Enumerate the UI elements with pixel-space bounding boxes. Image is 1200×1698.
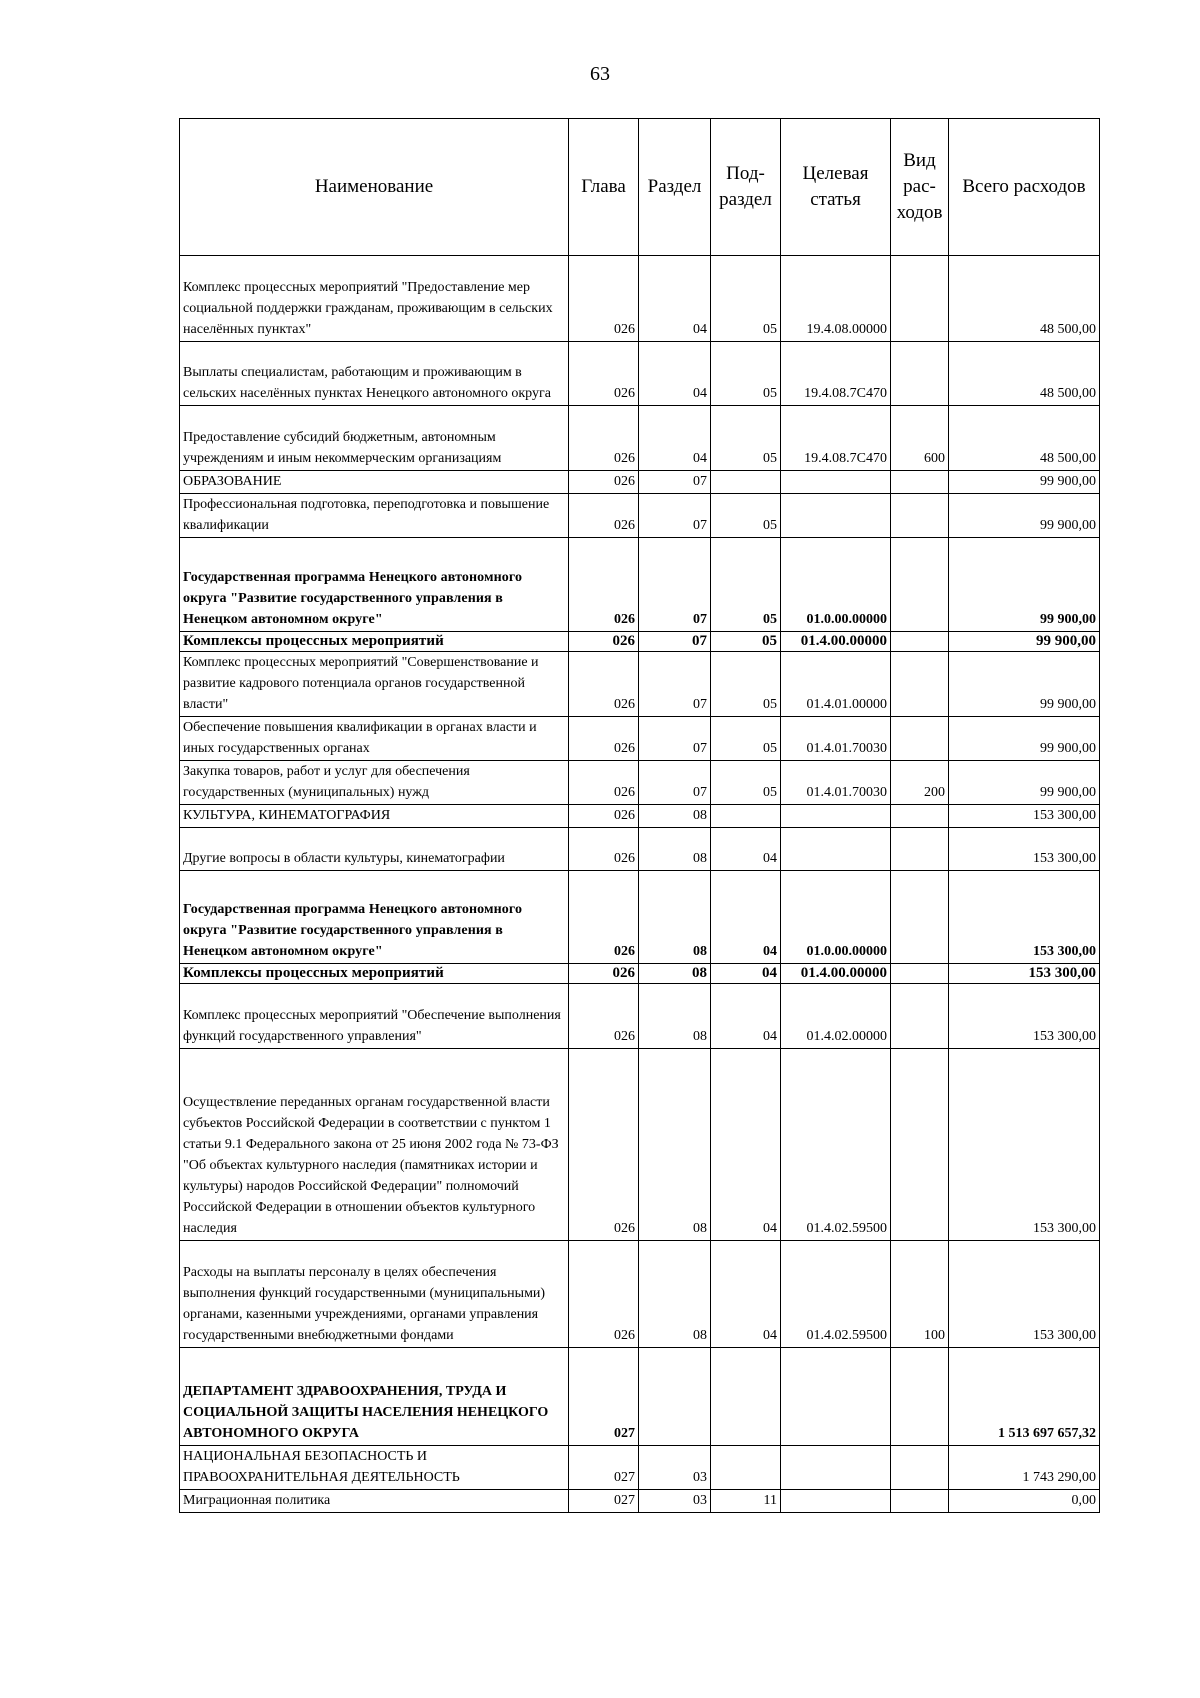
cell-article: 01.0.00.00000 bbox=[781, 871, 891, 964]
cell-subsection: 05 bbox=[711, 632, 781, 652]
table-row bbox=[180, 828, 1100, 871]
cell-total: 153 300,00 bbox=[949, 805, 1100, 828]
page-number: 63 bbox=[590, 63, 610, 85]
table-row bbox=[180, 1049, 1100, 1241]
table-row bbox=[180, 761, 1100, 805]
cell-article bbox=[781, 471, 891, 494]
cell-article bbox=[781, 828, 891, 871]
cell-article: 01.4.02.59500 bbox=[781, 1049, 891, 1241]
table-row bbox=[180, 717, 1100, 761]
cell-section: 08 bbox=[639, 1241, 711, 1348]
cell-total: 153 300,00 bbox=[949, 1241, 1100, 1348]
cell-chapter: 026 bbox=[569, 717, 639, 761]
cell-name: Комплекс процессных мероприятий "Обеспечение выполнения функций государственного управления" bbox=[180, 984, 569, 1049]
cell-name: ОБРАЗОВАНИЕ bbox=[180, 471, 569, 494]
cell-total: 99 900,00 bbox=[949, 761, 1100, 805]
cell-subsection: 05 bbox=[711, 717, 781, 761]
cell-name: КУЛЬТУРА, КИНЕМАТОГРАФИЯ bbox=[180, 805, 569, 828]
cell-section: 08 bbox=[639, 964, 711, 984]
header-article: Целевая статья bbox=[781, 119, 891, 256]
cell-chapter: 026 bbox=[569, 471, 639, 494]
cell-total: 99 900,00 bbox=[949, 632, 1100, 652]
cell-chapter: 026 bbox=[569, 828, 639, 871]
cell-name: Предоставление субсидий бюджетным, автономным учреждениям и иным некоммерческим организациям bbox=[180, 406, 569, 471]
cell-chapter: 026 bbox=[569, 1241, 639, 1348]
cell-section: 07 bbox=[639, 471, 711, 494]
cell-name: Комплекс процессных мероприятий "Совершенствование и развитие кадрового потенциала органов государственной власти" bbox=[180, 652, 569, 717]
cell-total: 0,00 bbox=[949, 1490, 1100, 1513]
cell-name: Выплаты специалистам, работающим и проживающим в сельских населённых пунктах Ненецкого автономного округа bbox=[180, 342, 569, 406]
cell-total: 99 900,00 bbox=[949, 471, 1100, 494]
cell-chapter: 026 bbox=[569, 652, 639, 717]
cell-section: 04 bbox=[639, 256, 711, 342]
cell-chapter: 026 bbox=[569, 342, 639, 406]
cell-subsection: 05 bbox=[711, 538, 781, 632]
cell-chapter: 027 bbox=[569, 1348, 639, 1446]
cell-name: Закупка товаров, работ и услуг для обеспечения государственных (муниципальных) нужд bbox=[180, 761, 569, 805]
cell-section: 07 bbox=[639, 652, 711, 717]
cell-subsection bbox=[711, 1348, 781, 1446]
cell-expense-type bbox=[891, 1348, 949, 1446]
cell-article bbox=[781, 494, 891, 538]
cell-name: ДЕПАРТАМЕНТ ЗДРАВООХРАНЕНИЯ, ТРУДА И СОЦИАЛЬНОЙ ЗАЩИТЫ НАСЕЛЕНИЯ НЕНЕЦКОГО АВТОНОМНОГО ОКРУГА bbox=[180, 1348, 569, 1446]
cell-subsection: 05 bbox=[711, 652, 781, 717]
cell-expense-type bbox=[891, 871, 949, 964]
cell-article: 19.4.08.7С470 bbox=[781, 342, 891, 406]
cell-article: 19.4.08.00000 bbox=[781, 256, 891, 342]
cell-expense-type bbox=[891, 984, 949, 1049]
cell-subsection: 05 bbox=[711, 256, 781, 342]
cell-total: 48 500,00 bbox=[949, 256, 1100, 342]
budget-table bbox=[179, 118, 1100, 1513]
cell-section: 07 bbox=[639, 761, 711, 805]
table-row bbox=[180, 406, 1100, 471]
cell-expense-type bbox=[891, 964, 949, 984]
cell-expense-type bbox=[891, 632, 949, 652]
cell-total: 48 500,00 bbox=[949, 342, 1100, 406]
table-row bbox=[180, 632, 1100, 652]
cell-total: 153 300,00 bbox=[949, 871, 1100, 964]
header-name: Наименование bbox=[180, 119, 569, 256]
cell-chapter: 026 bbox=[569, 984, 639, 1049]
table-row bbox=[180, 256, 1100, 342]
table-row bbox=[180, 984, 1100, 1049]
cell-expense-type: 100 bbox=[891, 1241, 949, 1348]
cell-subsection: 05 bbox=[711, 494, 781, 538]
table-row bbox=[180, 805, 1100, 828]
table-row bbox=[180, 964, 1100, 984]
table-row bbox=[180, 494, 1100, 538]
cell-expense-type: 200 bbox=[891, 761, 949, 805]
cell-subsection bbox=[711, 471, 781, 494]
cell-article: 01.0.00.00000 bbox=[781, 538, 891, 632]
cell-total: 1 743 290,00 bbox=[949, 1446, 1100, 1490]
cell-subsection bbox=[711, 1446, 781, 1490]
cell-article: 01.4.00.00000 bbox=[781, 632, 891, 652]
cell-total: 1 513 697 657,32 bbox=[949, 1348, 1100, 1446]
cell-article bbox=[781, 805, 891, 828]
cell-name: Обеспечение повышения квалификации в органах власти и иных государственных органах bbox=[180, 717, 569, 761]
cell-section: 07 bbox=[639, 632, 711, 652]
cell-section bbox=[639, 1348, 711, 1446]
cell-subsection: 04 bbox=[711, 1241, 781, 1348]
cell-expense-type bbox=[891, 342, 949, 406]
cell-expense-type bbox=[891, 538, 949, 632]
cell-name: Осуществление переданных органам государственной власти субъектов Российской Федерации в соответствии с пунктом 1 статьи 9.1 Федерального закона от 25 июня 2002 года № 73-ФЗ "Об объектах культурного наследия (памятниках истории и культуры) народов Российской Федерации" полномочий Российской Федерации в отношении объектов культурного наследия bbox=[180, 1049, 569, 1241]
cell-article bbox=[781, 1490, 891, 1513]
cell-section: 03 bbox=[639, 1446, 711, 1490]
cell-section: 07 bbox=[639, 538, 711, 632]
cell-subsection: 04 bbox=[711, 871, 781, 964]
table-row bbox=[180, 1446, 1100, 1490]
table-row bbox=[180, 652, 1100, 717]
cell-chapter: 026 bbox=[569, 494, 639, 538]
cell-subsection: 11 bbox=[711, 1490, 781, 1513]
cell-article: 01.4.01.70030 bbox=[781, 717, 891, 761]
cell-expense-type bbox=[891, 1049, 949, 1241]
table-row bbox=[180, 871, 1100, 964]
cell-section: 07 bbox=[639, 717, 711, 761]
table-row bbox=[180, 471, 1100, 494]
cell-chapter: 026 bbox=[569, 538, 639, 632]
cell-expense-type bbox=[891, 652, 949, 717]
cell-article bbox=[781, 1348, 891, 1446]
cell-total: 153 300,00 bbox=[949, 1049, 1100, 1241]
cell-section: 07 bbox=[639, 494, 711, 538]
cell-name: Профессиональная подготовка, переподготовка и повышение квалификации bbox=[180, 494, 569, 538]
table-row bbox=[180, 1241, 1100, 1348]
header-subsection: Под- раздел bbox=[711, 119, 781, 256]
cell-subsection: 04 bbox=[711, 964, 781, 984]
cell-name: Комплекс процессных мероприятий "Предоставление мер социальной поддержки гражданам, проживающим в сельских населённых пунктах" bbox=[180, 256, 569, 342]
cell-name: Комплексы процессных мероприятий bbox=[180, 632, 569, 652]
cell-expense-type bbox=[891, 717, 949, 761]
cell-name: Государственная программа Ненецкого автономного округа "Развитие государственного управления в Ненецком автономном округе" bbox=[180, 871, 569, 964]
cell-section: 08 bbox=[639, 984, 711, 1049]
cell-article bbox=[781, 1446, 891, 1490]
cell-chapter: 026 bbox=[569, 761, 639, 805]
header-total: Всего расходов bbox=[949, 119, 1100, 256]
cell-article: 01.4.01.70030 bbox=[781, 761, 891, 805]
cell-chapter: 026 bbox=[569, 1049, 639, 1241]
table-header-row bbox=[180, 119, 1100, 256]
cell-name: Другие вопросы в области культуры, кинематографии bbox=[180, 828, 569, 871]
cell-total: 48 500,00 bbox=[949, 406, 1100, 471]
cell-subsection: 04 bbox=[711, 984, 781, 1049]
cell-expense-type bbox=[891, 471, 949, 494]
cell-section: 04 bbox=[639, 342, 711, 406]
table-row bbox=[180, 1490, 1100, 1513]
cell-article: 01.4.01.00000 bbox=[781, 652, 891, 717]
table-row bbox=[180, 342, 1100, 406]
cell-chapter: 026 bbox=[569, 256, 639, 342]
cell-expense-type bbox=[891, 256, 949, 342]
cell-article: 01.4.02.59500 bbox=[781, 1241, 891, 1348]
cell-chapter: 026 bbox=[569, 632, 639, 652]
table-body bbox=[180, 256, 1100, 1513]
header-expense-type: Вид рас- ходов bbox=[891, 119, 949, 256]
cell-name: Комплексы процессных мероприятий bbox=[180, 964, 569, 984]
header-section: Раздел bbox=[639, 119, 711, 256]
table-row bbox=[180, 1348, 1100, 1446]
cell-chapter: 027 bbox=[569, 1490, 639, 1513]
cell-expense-type bbox=[891, 805, 949, 828]
cell-total: 153 300,00 bbox=[949, 984, 1100, 1049]
cell-total: 153 300,00 bbox=[949, 964, 1100, 984]
cell-expense-type bbox=[891, 1490, 949, 1513]
cell-section: 08 bbox=[639, 805, 711, 828]
cell-chapter: 027 bbox=[569, 1446, 639, 1490]
cell-name: Государственная программа Ненецкого автономного округа "Развитие государственного управления в Ненецком автономном округе" bbox=[180, 538, 569, 632]
cell-subsection: 04 bbox=[711, 1049, 781, 1241]
cell-article: 01.4.02.00000 bbox=[781, 984, 891, 1049]
cell-name: НАЦИОНАЛЬНАЯ БЕЗОПАСНОСТЬ И ПРАВООХРАНИТЕЛЬНАЯ ДЕЯТЕЛЬНОСТЬ bbox=[180, 1446, 569, 1490]
cell-chapter: 026 bbox=[569, 406, 639, 471]
cell-section: 08 bbox=[639, 1049, 711, 1241]
cell-expense-type bbox=[891, 828, 949, 871]
cell-total: 99 900,00 bbox=[949, 652, 1100, 717]
cell-total: 99 900,00 bbox=[949, 494, 1100, 538]
cell-expense-type: 600 bbox=[891, 406, 949, 471]
cell-article: 19.4.08.7С470 bbox=[781, 406, 891, 471]
cell-total: 153 300,00 bbox=[949, 828, 1100, 871]
table-row bbox=[180, 538, 1100, 632]
cell-name: Миграционная политика bbox=[180, 1490, 569, 1513]
cell-chapter: 026 bbox=[569, 964, 639, 984]
cell-subsection: 05 bbox=[711, 761, 781, 805]
header-chapter: Глава bbox=[569, 119, 639, 256]
cell-expense-type bbox=[891, 1446, 949, 1490]
cell-name: Расходы на выплаты персоналу в целях обеспечения выполнения функций государственными (муниципальными) органами, казенными учреждениями, органами управления государственными внебюджетными фондами bbox=[180, 1241, 569, 1348]
cell-subsection: 04 bbox=[711, 828, 781, 871]
cell-section: 04 bbox=[639, 406, 711, 471]
cell-chapter: 026 bbox=[569, 805, 639, 828]
cell-total: 99 900,00 bbox=[949, 538, 1100, 632]
cell-subsection: 05 bbox=[711, 342, 781, 406]
cell-subsection bbox=[711, 805, 781, 828]
cell-article: 01.4.00.00000 bbox=[781, 964, 891, 984]
cell-section: 08 bbox=[639, 871, 711, 964]
cell-section: 03 bbox=[639, 1490, 711, 1513]
cell-total: 99 900,00 bbox=[949, 717, 1100, 761]
cell-section: 08 bbox=[639, 828, 711, 871]
cell-expense-type bbox=[891, 494, 949, 538]
cell-subsection: 05 bbox=[711, 406, 781, 471]
cell-chapter: 026 bbox=[569, 871, 639, 964]
